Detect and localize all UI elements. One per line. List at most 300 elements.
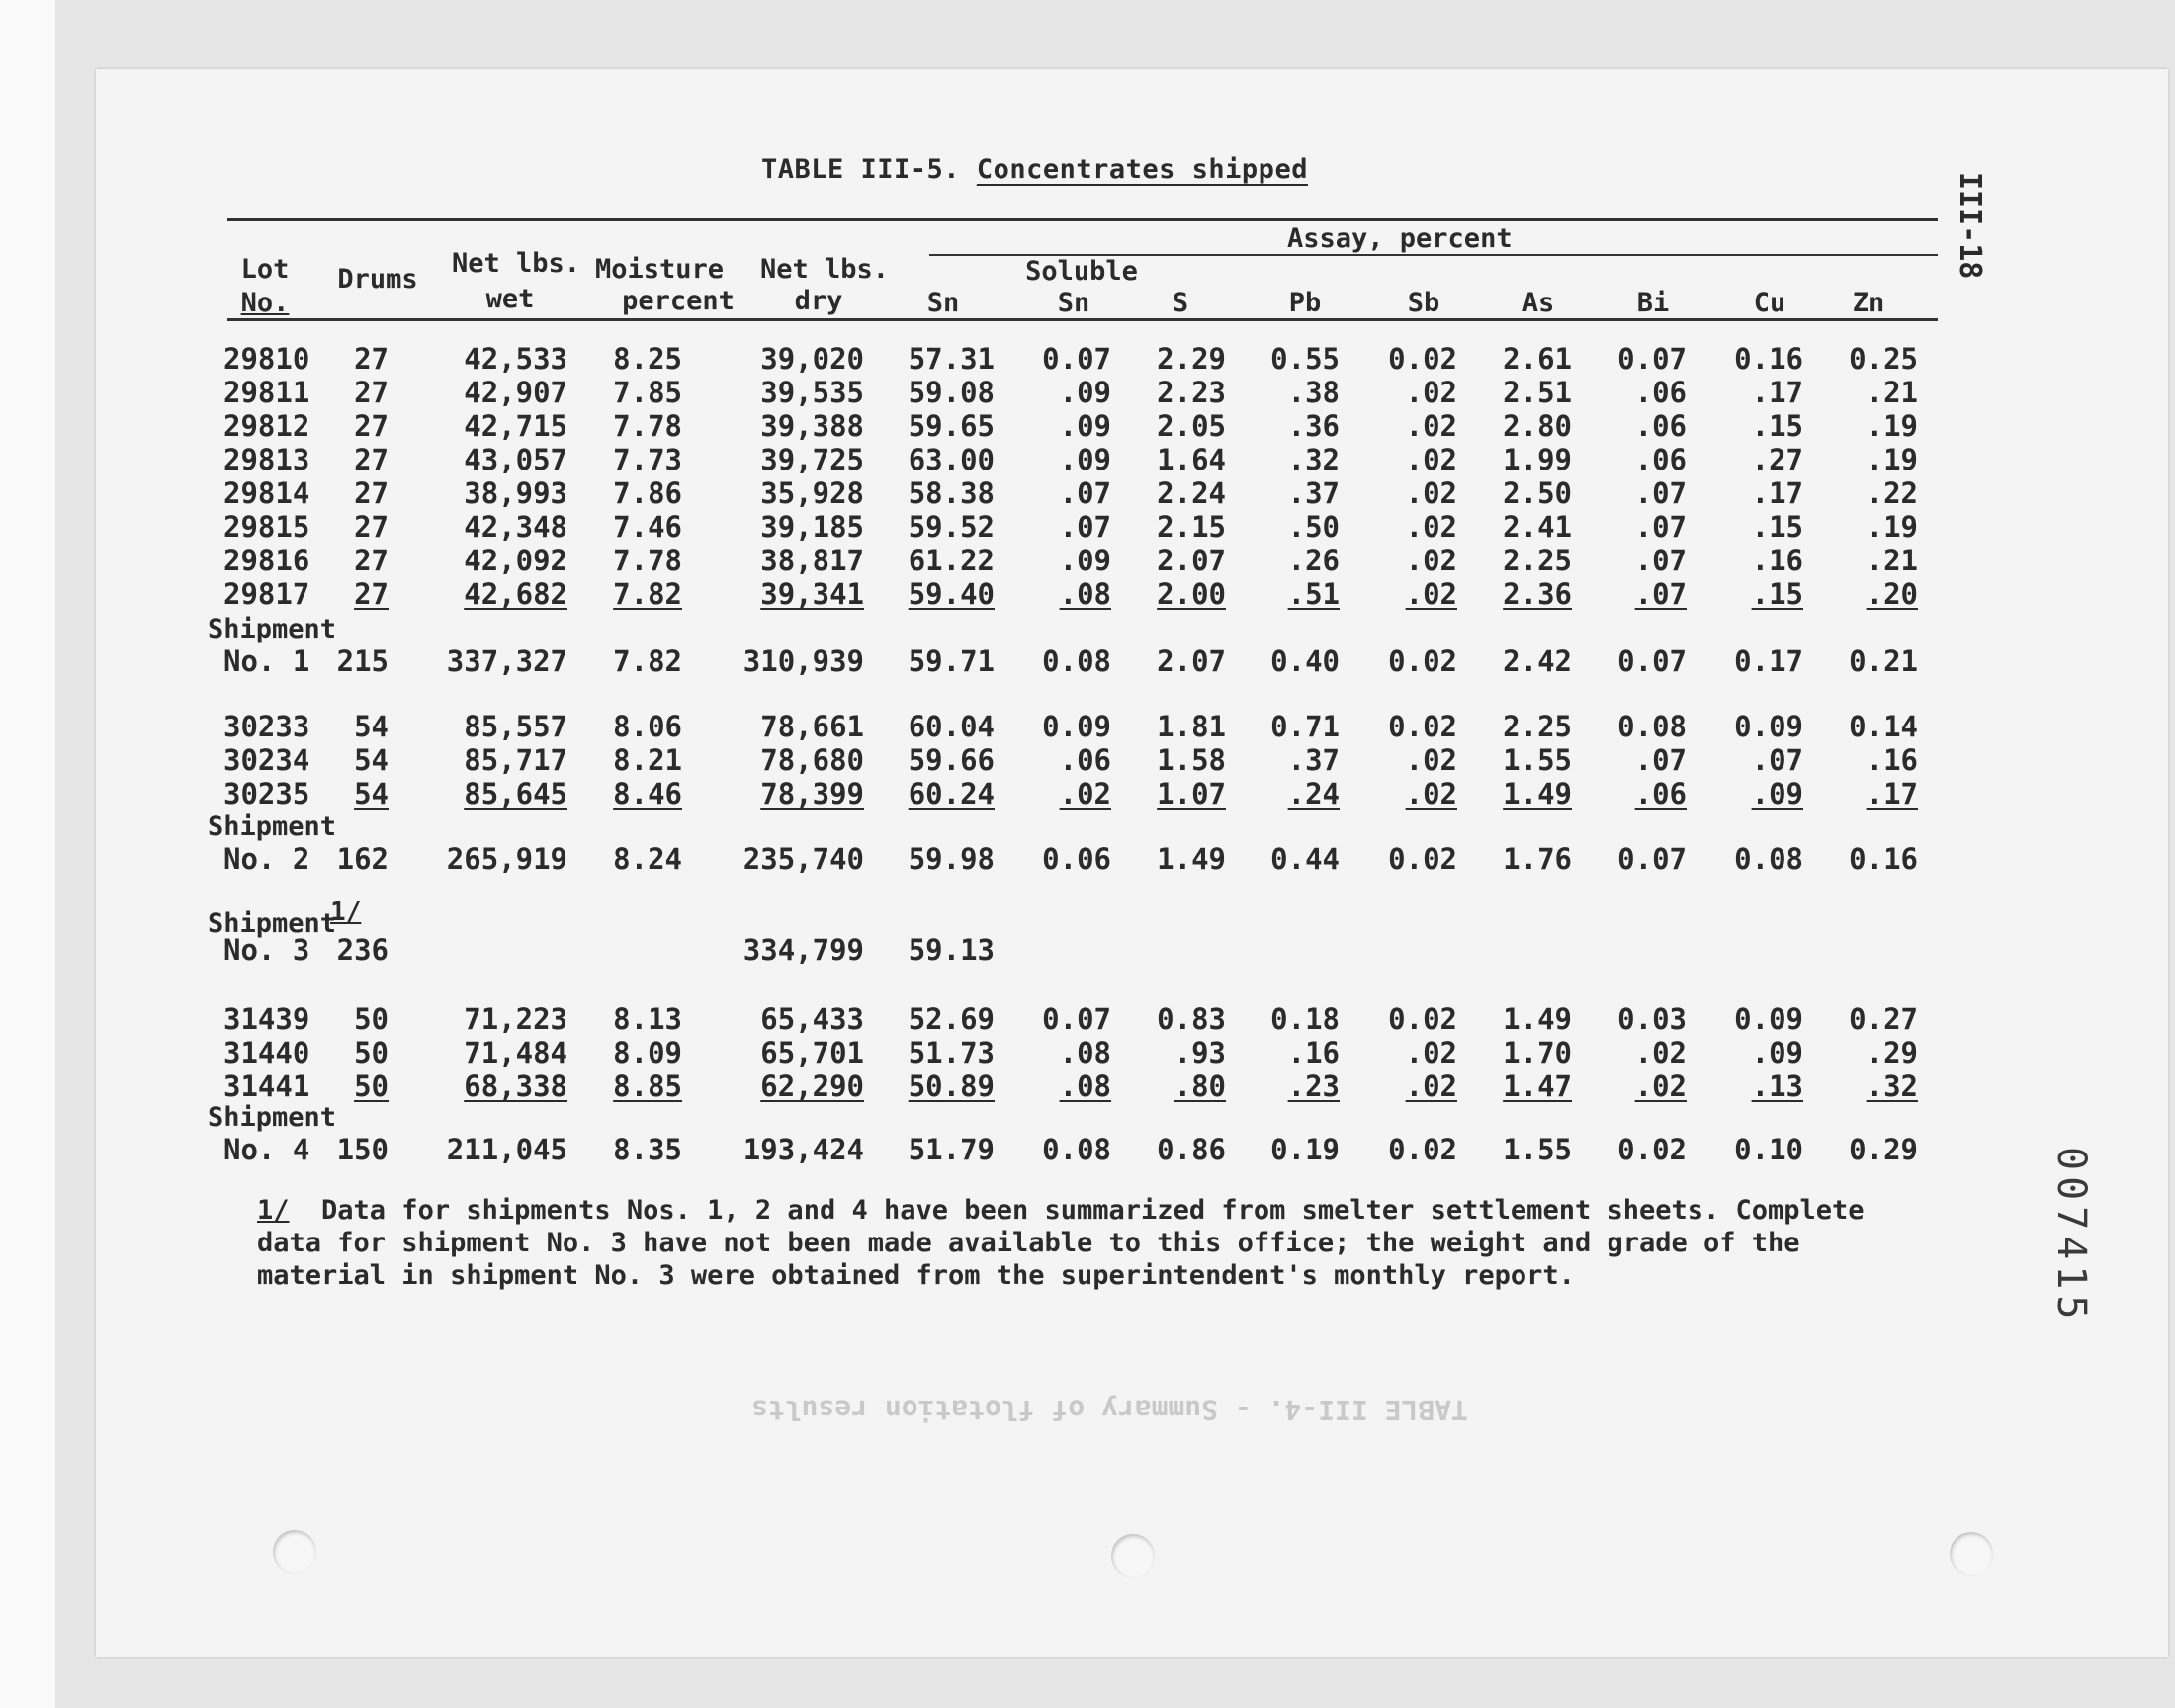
cell-drums: 54 xyxy=(354,743,389,777)
cell-dry: 39,185 xyxy=(760,510,864,544)
cell-wet: 42,682 xyxy=(464,577,567,611)
cell-as: 2.61 xyxy=(1503,342,1572,376)
cell-sn: 59.40 xyxy=(908,577,995,611)
cell-dry: 78,661 xyxy=(760,710,864,743)
total-moist: 8.24 xyxy=(613,842,682,876)
lot-number: 31440 xyxy=(223,1036,310,1069)
cell-bi: 0.08 xyxy=(1617,710,1687,743)
cell-sb: .02 xyxy=(1405,376,1457,409)
cell-bi: .07 xyxy=(1634,544,1687,577)
cell-sn: 60.24 xyxy=(908,777,995,811)
table-row xyxy=(0,1002,2175,1036)
table-row xyxy=(0,1069,2175,1103)
lot-number: 29816 xyxy=(223,544,310,577)
cell-zn: 0.25 xyxy=(1849,342,1918,376)
cell-s: .93 xyxy=(1174,1036,1226,1069)
sb-header: Sb xyxy=(1407,288,1440,318)
table-top-rule xyxy=(227,218,1938,221)
cell-wet: 85,645 xyxy=(464,777,567,811)
zn-header: Zn xyxy=(1852,288,1885,318)
cell-drums: 27 xyxy=(354,443,389,476)
cell-dry: 35,928 xyxy=(760,476,864,510)
lot-number: 29811 xyxy=(223,376,310,409)
total-sn: 51.79 xyxy=(908,1133,995,1166)
total-cu: 0.10 xyxy=(1734,1133,1803,1166)
cell-dry: 38,817 xyxy=(760,544,864,577)
table-subtitle: Concentrates shipped xyxy=(976,154,1308,185)
total-pb: 0.19 xyxy=(1270,1133,1340,1166)
cell-zn: 0.14 xyxy=(1849,710,1918,743)
pb-header: Pb xyxy=(1288,288,1322,318)
cell-pb: .37 xyxy=(1287,743,1340,777)
cell-pb: .32 xyxy=(1287,443,1340,476)
cell-bi: .06 xyxy=(1634,777,1687,811)
shipment-label-text: Shipment xyxy=(208,614,337,644)
cell-wet: 43,057 xyxy=(464,443,567,476)
cell-moist: 7.46 xyxy=(613,510,682,544)
cell-bi: .07 xyxy=(1634,510,1687,544)
cell-cu: .13 xyxy=(1751,1069,1803,1103)
cell-s: 1.64 xyxy=(1157,443,1226,476)
cell-moist: 7.78 xyxy=(613,544,682,577)
total-zn: 0.21 xyxy=(1849,644,1918,678)
cell-as: 2.25 xyxy=(1503,544,1572,577)
cell-ssn: .02 xyxy=(1059,777,1111,811)
cell-drums: 27 xyxy=(354,342,389,376)
cell-s: 2.15 xyxy=(1157,510,1226,544)
total-sb: 0.02 xyxy=(1388,842,1457,876)
cell-drums: 50 xyxy=(354,1069,389,1103)
table-row xyxy=(0,376,2175,409)
cell-as: 2.50 xyxy=(1503,476,1572,510)
table-row xyxy=(0,409,2175,443)
shipment-label-text: Shipment xyxy=(208,1102,337,1133)
cell-sb: .02 xyxy=(1405,409,1457,443)
cell-s: 2.29 xyxy=(1157,342,1226,376)
table-row xyxy=(0,476,2175,510)
document-number: 007415 xyxy=(2048,1147,2094,1325)
cell-as: 1.49 xyxy=(1503,777,1572,811)
total-drums: 150 xyxy=(336,1133,389,1166)
lot-number: 31439 xyxy=(223,1002,310,1036)
cell-ssn: .06 xyxy=(1059,743,1111,777)
cell-moist: 8.09 xyxy=(613,1036,682,1069)
cell-moist: 7.73 xyxy=(613,443,682,476)
bleedthrough-text: TABLE III-4. - Summary of flotation results xyxy=(751,1394,1468,1426)
cell-wet: 42,092 xyxy=(464,544,567,577)
cell-sb: .02 xyxy=(1405,743,1457,777)
cell-dry: 39,020 xyxy=(760,342,864,376)
shipment-total-row xyxy=(0,933,2175,967)
cell-sb: 0.02 xyxy=(1388,1002,1457,1036)
cell-sn: 51.73 xyxy=(908,1036,995,1069)
cell-sn: 59.08 xyxy=(908,376,995,409)
cell-zn: .17 xyxy=(1866,777,1918,811)
punch-hole xyxy=(273,1530,316,1574)
shipment-number: No. 1 xyxy=(223,644,310,678)
cell-dry: 65,701 xyxy=(760,1036,864,1069)
total-cu: 0.08 xyxy=(1734,842,1803,876)
shipment-number: No. 4 xyxy=(223,1133,310,1166)
total-as: 1.55 xyxy=(1503,1133,1572,1166)
cell-wet: 42,348 xyxy=(464,510,567,544)
total-bi: 0.02 xyxy=(1617,1133,1687,1166)
cell-drums: 50 xyxy=(354,1036,389,1069)
cell-cu: .07 xyxy=(1751,743,1803,777)
total-bi: 0.07 xyxy=(1617,644,1687,678)
cell-dry: 62,290 xyxy=(760,1069,864,1103)
table-row xyxy=(0,577,2175,611)
cell-zn: .19 xyxy=(1866,409,1918,443)
cell-cu: .15 xyxy=(1751,510,1803,544)
cell-sn: 59.66 xyxy=(908,743,995,777)
total-sn: 59.98 xyxy=(908,842,995,876)
cell-ssn: 0.07 xyxy=(1042,1002,1111,1036)
shipment-label xyxy=(208,1101,336,1135)
table-row xyxy=(0,510,2175,544)
cell-bi: .06 xyxy=(1634,443,1687,476)
cell-as: 1.55 xyxy=(1503,743,1572,777)
total-ssn: 0.08 xyxy=(1042,644,1111,678)
cell-sb: .02 xyxy=(1405,544,1457,577)
cell-pb: .23 xyxy=(1287,1069,1340,1103)
total-drums: 215 xyxy=(336,644,389,678)
cell-moist: 8.46 xyxy=(613,777,682,811)
cell-zn: .21 xyxy=(1866,544,1918,577)
total-sn: 59.71 xyxy=(908,644,995,678)
cell-s: 2.24 xyxy=(1157,476,1226,510)
total-dry: 334,799 xyxy=(742,933,864,967)
cell-pb: .38 xyxy=(1287,376,1340,409)
cell-pb: .51 xyxy=(1287,577,1340,611)
cell-bi: .02 xyxy=(1634,1036,1687,1069)
lot-number: 29817 xyxy=(223,577,310,611)
cell-sb: .02 xyxy=(1405,577,1457,611)
cell-bi: .06 xyxy=(1634,376,1687,409)
cell-wet: 85,557 xyxy=(464,710,567,743)
cell-pb: .36 xyxy=(1287,409,1340,443)
cell-sb: .02 xyxy=(1405,510,1457,544)
as-header: As xyxy=(1522,288,1555,318)
cell-as: 2.80 xyxy=(1503,409,1572,443)
cell-ssn: .07 xyxy=(1059,476,1111,510)
cell-s: 1.58 xyxy=(1157,743,1226,777)
cell-drums: 27 xyxy=(354,476,389,510)
cell-pb: .37 xyxy=(1287,476,1340,510)
table-title xyxy=(761,154,1308,185)
table-row xyxy=(0,777,2175,811)
cell-moist: 8.13 xyxy=(613,1002,682,1036)
total-dry: 310,939 xyxy=(742,644,864,678)
total-as: 2.42 xyxy=(1503,644,1572,678)
cell-pb: .16 xyxy=(1287,1036,1340,1069)
shipment-total-row xyxy=(0,842,2175,876)
total-sn: 59.13 xyxy=(908,933,995,967)
net-wet-header-line1: Net lbs. xyxy=(451,248,581,279)
cell-as: 2.51 xyxy=(1503,376,1572,409)
cell-wet: 85,717 xyxy=(464,743,567,777)
table-row xyxy=(0,342,2175,376)
cell-drums: 50 xyxy=(354,1002,389,1036)
cell-bi: .07 xyxy=(1634,476,1687,510)
cell-ssn: .07 xyxy=(1059,510,1111,544)
cell-pb: 0.55 xyxy=(1270,342,1340,376)
page-number: III-18 xyxy=(1953,172,1987,280)
cell-bi: .06 xyxy=(1634,409,1687,443)
lot-number: 29814 xyxy=(223,476,310,510)
cell-s: 0.83 xyxy=(1157,1002,1226,1036)
cell-sn: 63.00 xyxy=(908,443,995,476)
cell-cu: .09 xyxy=(1751,1036,1803,1069)
footnote-text: Data for shipments Nos. 1, 2 and 4 have been summarized from smelter settlement sheets. Complete data for shipment No. 3 have not been made available to this office; the weight and grade of the material in shipment No. 3 were obtained from the superintendent's monthly report. xyxy=(257,1195,1865,1291)
cell-as: 1.49 xyxy=(1503,1002,1572,1036)
cell-dry: 39,341 xyxy=(760,577,864,611)
cell-pb: .50 xyxy=(1287,510,1340,544)
cell-sb: 0.02 xyxy=(1388,342,1457,376)
cell-sn: 52.69 xyxy=(908,1002,995,1036)
cu-header: Cu xyxy=(1753,288,1786,318)
table-row xyxy=(0,443,2175,476)
cell-ssn: .09 xyxy=(1059,443,1111,476)
cell-moist: 8.25 xyxy=(613,342,682,376)
cell-dry: 39,725 xyxy=(760,443,864,476)
cell-pb: .24 xyxy=(1287,777,1340,811)
table-row xyxy=(0,1036,2175,1069)
total-moist: 8.35 xyxy=(613,1133,682,1166)
cell-s: .80 xyxy=(1174,1069,1226,1103)
cell-pb: 0.71 xyxy=(1270,710,1340,743)
cell-wet: 68,338 xyxy=(464,1069,567,1103)
cell-moist: 7.85 xyxy=(613,376,682,409)
cell-cu: .09 xyxy=(1751,777,1803,811)
cell-wet: 38,993 xyxy=(464,476,567,510)
net-wet-header-line2: wet xyxy=(485,284,535,314)
cell-moist: 7.86 xyxy=(613,476,682,510)
cell-moist: 8.21 xyxy=(613,743,682,777)
drums-header: Drums xyxy=(337,264,418,295)
total-drums: 236 xyxy=(336,933,389,967)
cell-drums: 27 xyxy=(354,376,389,409)
lot-number: 30234 xyxy=(223,743,310,777)
cell-s: 2.23 xyxy=(1157,376,1226,409)
net-dry-header-line2: dry xyxy=(794,286,843,316)
total-drums: 162 xyxy=(336,842,389,876)
cell-s: 2.05 xyxy=(1157,409,1226,443)
cell-bi: 0.03 xyxy=(1617,1002,1687,1036)
cell-s: 1.81 xyxy=(1157,710,1226,743)
lot-number: 29813 xyxy=(223,443,310,476)
cell-zn: .32 xyxy=(1866,1069,1918,1103)
total-dry: 193,424 xyxy=(742,1133,864,1166)
cell-sb: .02 xyxy=(1405,1036,1457,1069)
cell-ssn: .09 xyxy=(1059,409,1111,443)
sn-header: Sn xyxy=(926,288,960,318)
table-number: TABLE III-5. xyxy=(761,154,961,185)
cell-wet: 71,223 xyxy=(464,1002,567,1036)
shipment-label-text: Shipment xyxy=(208,811,337,842)
total-zn: 0.29 xyxy=(1849,1133,1918,1166)
footnote-mark: 1/ xyxy=(257,1195,290,1226)
cell-ssn: .08 xyxy=(1059,1069,1111,1103)
footnote-reference: 1/ xyxy=(330,897,362,927)
lot-number: 29810 xyxy=(223,342,310,376)
lot-number: 29812 xyxy=(223,409,310,443)
cell-cu: .15 xyxy=(1751,577,1803,611)
s-header: S xyxy=(1172,288,1189,318)
cell-wet: 42,907 xyxy=(464,376,567,409)
moisture-header-line1: Moisture xyxy=(594,254,725,285)
cell-drums: 27 xyxy=(354,544,389,577)
cell-dry: 78,680 xyxy=(760,743,864,777)
cell-as: 2.25 xyxy=(1503,710,1572,743)
shipment-label-text: Shipment xyxy=(208,908,337,939)
shipment-total-row xyxy=(0,1133,2175,1166)
cell-ssn: 0.09 xyxy=(1042,710,1111,743)
total-pb: 0.44 xyxy=(1270,842,1340,876)
shipment-total-row xyxy=(0,644,2175,678)
cell-zn: .16 xyxy=(1866,743,1918,777)
cell-sn: 59.65 xyxy=(908,409,995,443)
cell-wet: 71,484 xyxy=(464,1036,567,1069)
cell-zn: .29 xyxy=(1866,1036,1918,1069)
cell-dry: 39,535 xyxy=(760,376,864,409)
table-row xyxy=(0,710,2175,743)
cell-sn: 58.38 xyxy=(908,476,995,510)
moisture-header-line2: percent xyxy=(622,286,735,316)
cell-cu: 0.09 xyxy=(1734,1002,1803,1036)
cell-cu: 0.16 xyxy=(1734,342,1803,376)
cell-bi: 0.07 xyxy=(1617,342,1687,376)
cell-sn: 50.89 xyxy=(908,1069,995,1103)
cell-drums: 27 xyxy=(354,577,389,611)
lot-header-line1: Lot xyxy=(240,254,290,285)
total-zn: 0.16 xyxy=(1849,842,1918,876)
cell-moist: 8.06 xyxy=(613,710,682,743)
lot-number: 29815 xyxy=(223,510,310,544)
net-dry-header-line1: Net lbs. xyxy=(759,254,890,285)
total-bi: 0.07 xyxy=(1617,842,1687,876)
cell-sn: 61.22 xyxy=(908,544,995,577)
cell-wet: 42,533 xyxy=(464,342,567,376)
cell-zn: 0.27 xyxy=(1849,1002,1918,1036)
total-pb: 0.40 xyxy=(1270,644,1340,678)
total-sb: 0.02 xyxy=(1388,1133,1457,1166)
total-s: 1.49 xyxy=(1157,842,1226,876)
cell-ssn: 0.07 xyxy=(1042,342,1111,376)
total-dry: 235,740 xyxy=(742,842,864,876)
total-sb: 0.02 xyxy=(1388,644,1457,678)
cell-as: 2.36 xyxy=(1503,577,1572,611)
assay-group-header: Assay, percent xyxy=(1287,223,1513,254)
lot-number: 31441 xyxy=(223,1069,310,1103)
cell-ssn: .08 xyxy=(1059,577,1111,611)
cell-zn: .22 xyxy=(1866,476,1918,510)
cell-sb: .02 xyxy=(1405,1069,1457,1103)
cell-as: 1.47 xyxy=(1503,1069,1572,1103)
cell-as: 1.99 xyxy=(1503,443,1572,476)
table-row xyxy=(0,743,2175,777)
cell-bi: .07 xyxy=(1634,577,1687,611)
cell-ssn: .09 xyxy=(1059,544,1111,577)
shipment-label xyxy=(208,613,336,646)
cell-bi: .07 xyxy=(1634,743,1687,777)
cell-sb: 0.02 xyxy=(1388,710,1457,743)
cell-sb: .02 xyxy=(1405,443,1457,476)
cell-sb: .02 xyxy=(1405,476,1457,510)
table-row xyxy=(0,544,2175,577)
cell-drums: 27 xyxy=(354,409,389,443)
shipment-number: No. 3 xyxy=(223,933,310,967)
cell-dry: 65,433 xyxy=(760,1002,864,1036)
cell-drums: 54 xyxy=(354,710,389,743)
total-wet: 211,045 xyxy=(446,1133,567,1166)
cell-drums: 27 xyxy=(354,510,389,544)
total-wet: 265,919 xyxy=(446,842,567,876)
cell-moist: 7.82 xyxy=(613,577,682,611)
cell-cu: .17 xyxy=(1751,376,1803,409)
cell-zn: .19 xyxy=(1866,443,1918,476)
cell-wet: 42,715 xyxy=(464,409,567,443)
cell-dry: 39,388 xyxy=(760,409,864,443)
cell-sb: .02 xyxy=(1405,777,1457,811)
lot-number: 30235 xyxy=(223,777,310,811)
cell-moist: 8.85 xyxy=(613,1069,682,1103)
punch-hole xyxy=(1950,1532,1993,1576)
cell-s: 2.00 xyxy=(1157,577,1226,611)
total-ssn: 0.06 xyxy=(1042,842,1111,876)
cell-pb: .26 xyxy=(1287,544,1340,577)
soluble-header-line1: Soluble xyxy=(1025,256,1138,287)
cell-dry: 78,399 xyxy=(760,777,864,811)
total-wet: 337,327 xyxy=(446,644,567,678)
cell-zn: .20 xyxy=(1866,577,1918,611)
shipment-label xyxy=(208,811,336,844)
cell-sn: 59.52 xyxy=(908,510,995,544)
cell-as: 2.41 xyxy=(1503,510,1572,544)
soluble-header-line2: Sn xyxy=(1057,288,1090,318)
shipment-number: No. 2 xyxy=(223,842,310,876)
bi-header: Bi xyxy=(1636,288,1670,318)
cell-bi: .02 xyxy=(1634,1069,1687,1103)
cell-ssn: .09 xyxy=(1059,376,1111,409)
lot-header-line2: No. xyxy=(240,288,290,318)
total-s: 2.07 xyxy=(1157,644,1226,678)
punch-hole xyxy=(1111,1534,1155,1578)
cell-zn: .19 xyxy=(1866,510,1918,544)
cell-drums: 54 xyxy=(354,777,389,811)
cell-sn: 57.31 xyxy=(908,342,995,376)
cell-cu: .27 xyxy=(1751,443,1803,476)
cell-as: 1.70 xyxy=(1503,1036,1572,1069)
total-s: 0.86 xyxy=(1157,1133,1226,1166)
total-as: 1.76 xyxy=(1503,842,1572,876)
cell-pb: 0.18 xyxy=(1270,1002,1340,1036)
cell-cu: .16 xyxy=(1751,544,1803,577)
cell-moist: 7.78 xyxy=(613,409,682,443)
cell-cu: .15 xyxy=(1751,409,1803,443)
total-ssn: 0.08 xyxy=(1042,1133,1111,1166)
cell-ssn: .08 xyxy=(1059,1036,1111,1069)
lot-number: 30233 xyxy=(223,710,310,743)
cell-s: 1.07 xyxy=(1157,777,1226,811)
cell-zn: .21 xyxy=(1866,376,1918,409)
cell-cu: .17 xyxy=(1751,476,1803,510)
cell-sn: 60.04 xyxy=(908,710,995,743)
total-cu: 0.17 xyxy=(1734,644,1803,678)
cell-cu: 0.09 xyxy=(1734,710,1803,743)
total-moist: 7.82 xyxy=(613,644,682,678)
footnote xyxy=(257,1194,1918,1292)
